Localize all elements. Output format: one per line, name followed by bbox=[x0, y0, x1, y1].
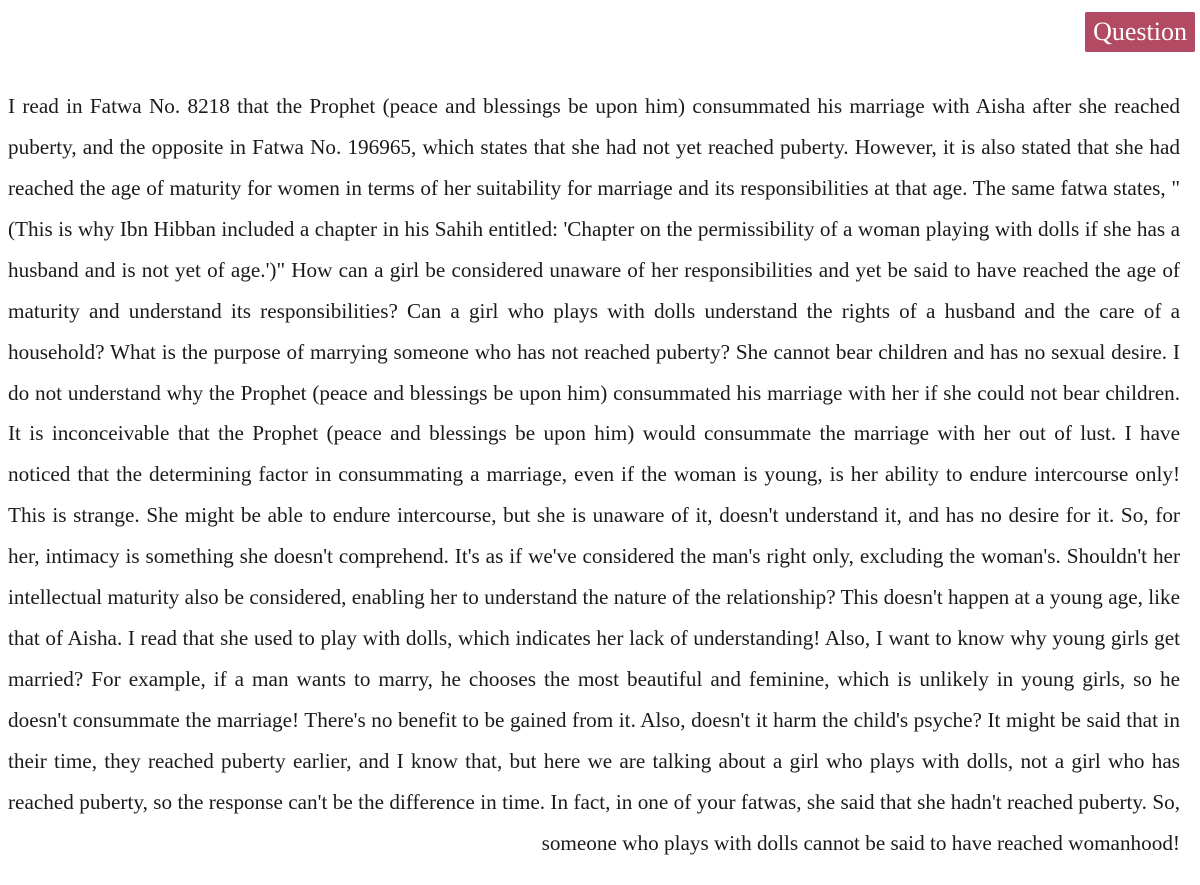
question-text: I read in Fatwa No. 8218 that the Prophet (peace and blessings be upon him) consummated his marriage with Aisha after she reached puberty, and the opposite in Fatwa No. 196965, which states that she had not yet reached puberty. However, it is also stated that she had reached the age of maturity for women in terms of her suitability for marriage and its responsibilities at that age. The same fatwa states, "(This is why Ibn Hibban included a chapter in his Sahih entitled: 'Chapter on the permissibility of a woman playing with dolls if she has a husband and is not yet of age.')" How can a girl be considered unaware of her responsibilities and yet be said to have reached the age of maturity and understand its responsibilities? Can a girl who plays with dolls understand the rights of a husband and the care of a household? What is the purpose of marrying someone who has not reached puberty? She cannot bear children and has no sexual desire. I do not understand why the Prophet (peace and blessings be upon him) consummated his marriage with her if she could not bear children. It is inconceivable that the Prophet (peace and blessings be upon him) would consummate the marriage with her out of lust. I have noticed that the determining factor in consummating a marriage, even if the woman is young, is her ability to endure intercourse only! This is strange. She might be able to endure intercourse, but she is unaware of it, doesn't understand it, and has no desire for it. So, for her, intimacy is something she doesn't comprehend. It's as if we've considered the man's right only, excluding the woman's. Shouldn't her intellectual maturity also be considered, enabling her to understand the nature of the relationship? This doesn't happen at a young age, like that of Aisha. I read that she used to play with dolls, which indicates her lack of understanding! Also, I want to know why young girls get married? For example, if a man wants to marry, he chooses the most beautiful and feminine, which is unlikely in young girls, so he doesn't consummate the marriage! There's no benefit to be gained from it. Also, doesn't it harm the child's psyche? It might be said that in their time, they reached puberty earlier, and I know that, but here we are talking about a girl who plays with dolls, not a girl who has reached puberty, so the response can't be the difference in time. In fact, in one of your fatwas, she said that she hadn't reached puberty. So, someone who plays with dolls cannot be said to have reached womanhood! bbox=[8, 94, 1180, 855]
question-badge: Question bbox=[1085, 12, 1195, 52]
header-bar bbox=[1085, 11, 1195, 53]
